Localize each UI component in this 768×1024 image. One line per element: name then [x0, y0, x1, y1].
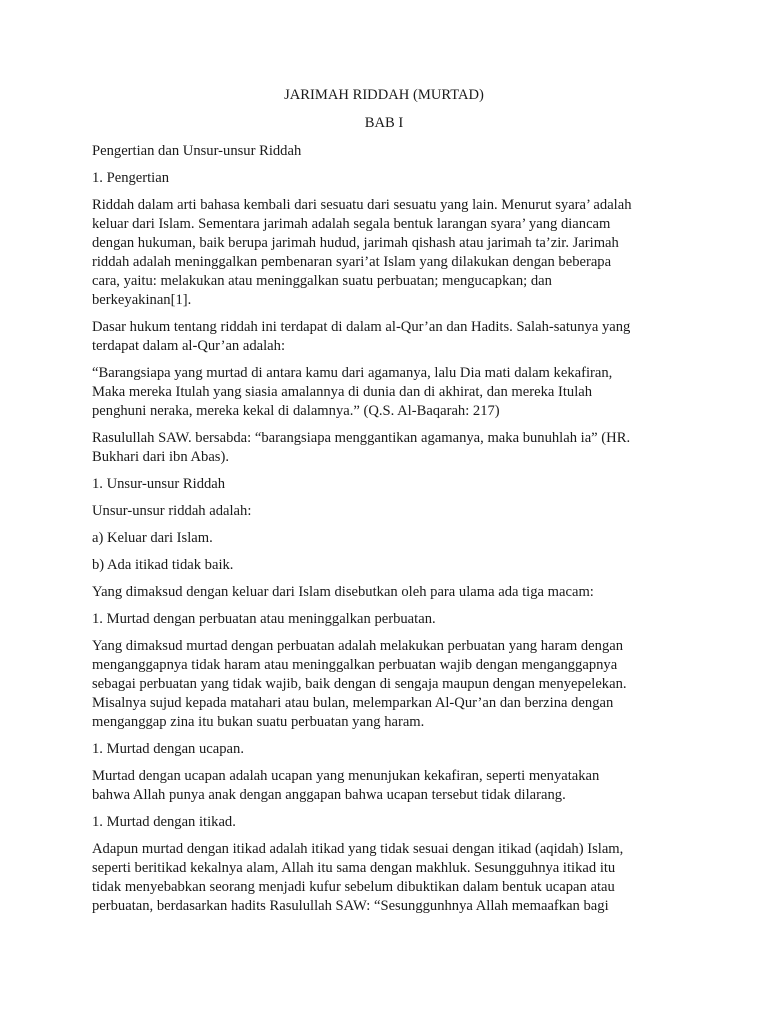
text-line: bahwa Allah punya anak dengan anggapan bahwa ucapan tersebut tidak dilarang.	[92, 787, 566, 803]
document-title: JARIMAH RIDDAH (MURTAD)	[284, 87, 484, 103]
text-line: Rasulullah SAW. bersabda: “barangsiapa menggantikan agamanya, maka bunuhlah ia” (HR.	[92, 430, 631, 446]
text-line: seperti beritikad kekalnya alam, Allah itu sama dengan makhluk. Sesungguhnya itikad itu	[92, 860, 616, 876]
text-line: 1. Murtad dengan itikad.	[92, 814, 236, 830]
paragraph	[92, 475, 676, 494]
text-line: berkeyakinan[1].	[92, 292, 192, 308]
text-line: 1. Unsur-unsur Riddah	[92, 476, 226, 492]
document-body	[92, 142, 676, 916]
paragraph	[92, 740, 676, 759]
paragraph	[92, 637, 676, 732]
paragraph	[92, 142, 676, 161]
paragraph	[92, 840, 676, 916]
paragraph	[92, 767, 676, 805]
text-line: cara, yaitu: melakukan atau meninggalkan suatu perbuatan; mengucapkan; dan	[92, 273, 552, 289]
text-line: terdapat dalam al-Qur’an adalah:	[92, 338, 285, 354]
text-line: Pengertian dan Unsur-unsur Riddah	[92, 143, 302, 159]
text-line: Maka mereka Itulah yang siasia amalannya di dunia dan di akhirat, dan mereka Itulah	[92, 384, 593, 400]
text-line: perbuatan, berdasarkan hadits Rasulullah SAW: “Sesunggunhnya Allah memaafkan bagi	[92, 898, 609, 914]
text-line: Misalnya sujud kepada matahari atau bulan, melemparkan Al-Qur’an dan berzina dengan	[92, 695, 614, 711]
chapter-heading: BAB I	[364, 115, 404, 131]
text-line: Yang dimaksud murtad dengan perbuatan adalah melakukan perbuatan yang haram dengan	[92, 638, 624, 654]
text-line: a) Keluar dari Islam.	[92, 530, 213, 546]
document-page	[92, 86, 676, 924]
text-line: Adapun murtad dengan itikad adalah itikad yang tidak sesuai dengan itikad (aqidah) Islam,	[92, 841, 624, 857]
text-line: tidak menyebabkan seorang menjadi kufur sebelum dibuktikan dalam bentuk ucapan atau	[92, 879, 615, 895]
text-line: Unsur-unsur riddah adalah:	[92, 503, 252, 519]
text-line: Bukhari dari ibn Abas).	[92, 449, 229, 465]
text-line: dengan hukuman, baik berupa jarimah hudud, jarimah qishash atau jarimah ta’zir. Jarimah	[92, 235, 619, 251]
paragraph	[92, 196, 676, 310]
text-line: penghuni neraka, mereka kekal di dalamnya.” (Q.S. Al-Baqarah: 217)	[92, 403, 500, 419]
paragraph	[92, 169, 676, 188]
text-line: Yang dimaksud dengan keluar dari Islam disebutkan oleh para ulama ada tiga macam:	[92, 584, 594, 600]
paragraph	[92, 529, 676, 548]
paragraph	[92, 318, 676, 356]
paragraph	[92, 610, 676, 629]
text-line: riddah adalah meninggalkan pembenaran syari’at Islam yang dilakukan dengan beberapa	[92, 254, 612, 270]
text-line: Dasar hukum tentang riddah ini terdapat di dalam al-Qur’an dan Hadits. Salah-satunya yang	[92, 319, 631, 335]
text-line: keluar dari Islam. Sementara jarimah adalah segala bentuk larangan syara’ yang diancam	[92, 216, 611, 232]
paragraph	[92, 583, 676, 602]
text-line: Riddah dalam arti bahasa kembali dari sesuatu dari sesuatu yang lain. Menurut syara’ adalah	[92, 197, 632, 213]
paragraph	[92, 556, 676, 575]
text-line: Murtad dengan ucapan adalah ucapan yang menunjukan kekafiran, seperti menyatakan	[92, 768, 600, 784]
text-line: 1. Murtad dengan ucapan.	[92, 741, 244, 757]
paragraph	[92, 813, 676, 832]
paragraph	[92, 364, 676, 421]
text-line: 1. Murtad dengan perbuatan atau meninggalkan perbuatan.	[92, 611, 436, 627]
text-line: sebagai perbuatan yang tidak wajib, baik dengan di sengaja maupun dengan menyepelekan.	[92, 676, 627, 692]
paragraph	[92, 502, 676, 521]
text-line: b) Ada itikad tidak baik.	[92, 557, 234, 573]
text-line: menganggapnya tidak haram atau meninggalkan perbuatan wajib dengan menganggapnya	[92, 657, 618, 673]
paragraph	[92, 429, 676, 467]
text-line: menganggap zina itu bukan suatu perbuatan yang haram.	[92, 714, 425, 730]
text-line: 1. Pengertian	[92, 170, 170, 186]
text-line: “Barangsiapa yang murtad di antara kamu dari agamanya, lalu Dia mati dalam kekafiran,	[92, 365, 613, 381]
